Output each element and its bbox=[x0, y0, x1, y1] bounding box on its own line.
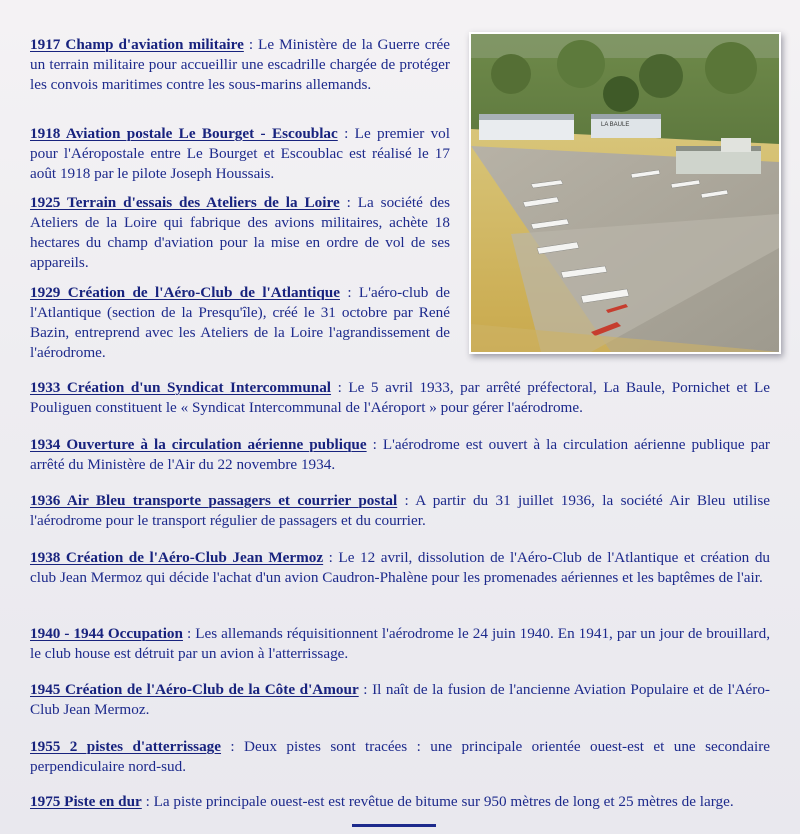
entry-title: 1929 Création de l'Aéro-Club de l'Atlantique bbox=[30, 284, 340, 301]
entry-text: : Le Ministère de la Guerre crée un terrain militaire pour accueillir une escadrille chargée de protéger les convois maritimes contre les sous-marins allemands. bbox=[30, 36, 450, 93]
aerodrome-aerial-photo bbox=[469, 32, 781, 354]
entry-1917 bbox=[30, 35, 450, 95]
entry-1975 bbox=[30, 792, 775, 812]
entry-title: 1940 - 1944 Occupation bbox=[30, 625, 183, 642]
entry-title: 1925 Terrain d'essais des Ateliers de la Loire bbox=[30, 194, 340, 211]
entry-text: : Les allemands réquisitionnent l'aérodrome le 24 juin 1940. En 1941, par un jour de brouillard, le club house est détruit par un avion à l'atterrissage. bbox=[30, 625, 770, 662]
entry-text: : La société des Ateliers de la Loire qui fabrique des avions militaires, achète 18 hectares du champ d'aviation pour la mise en ordre de vol de ses appareils. bbox=[30, 194, 450, 271]
entry-1925 bbox=[30, 193, 450, 273]
entry-title: 1938 Création de l'Aéro-Club Jean Mermoz bbox=[30, 549, 324, 566]
entry-1945 bbox=[30, 680, 770, 720]
entry-1929 bbox=[30, 283, 450, 363]
entry-text: : Deux pistes sont tracées : une principale orientée ouest-est et une secondaire perpendiculaire nord-sud. bbox=[30, 738, 770, 775]
entry-title: 1917 Champ d'aviation militaire bbox=[30, 36, 244, 53]
entry-text: : Le 12 avril, dissolution de l'Aéro-Club de l'Atlantique et création du club Jean Mermoz qui décide l'achat d'un avion Caudron-Phalène pour les promenades aériennes et les baptêmes de l'air. bbox=[30, 549, 771, 586]
entry-title: 1975 Piste en dur bbox=[30, 793, 142, 810]
entry-text: : Il naît de la fusion de l'ancienne Aviation Populaire et de l'Aéro-Club Jean Mermoz. bbox=[30, 681, 770, 718]
entry-1940-1944 bbox=[30, 624, 770, 664]
entry-title: 1936 Air Bleu transporte passagers et courrier postal bbox=[30, 492, 398, 509]
entry-text: : La piste principale ouest-est est revêtue de bitume sur 950 mètres de long et 25 mètres de large. bbox=[141, 793, 734, 810]
entry-1918 bbox=[30, 124, 450, 184]
entry-text: : L'aérodrome est ouvert à la circulation aérienne publique par arrêté du Ministère de l'Air du 22 novembre 1934. bbox=[30, 436, 770, 473]
entry-title: 1934 Ouverture à la circulation aérienne publique bbox=[30, 436, 367, 453]
entry-text: : Le 5 avril 1933, par arrêté préfectoral, La Baule, Pornichet et Le Pouliguen constituent le « Syndicat Intercommunal de l'Aéroport » pour gérer l'aérodrome. bbox=[30, 379, 770, 416]
entry-text: : L'aéro-club de l'Atlantique (section de la Presqu'île), créé le 31 octobre par René Bazin, entreprend avec les Ateliers de la Loire l'agrandissement de l'aérodrome. bbox=[30, 284, 450, 361]
entry-1938 bbox=[30, 548, 770, 588]
entry-1933 bbox=[30, 378, 770, 418]
entry-1936 bbox=[30, 491, 770, 531]
entry-1955 bbox=[30, 737, 770, 777]
entry-title: 1955 2 pistes d'atterrissage bbox=[30, 738, 222, 755]
entry-title: 1933 Création d'un Syndicat Intercommunal bbox=[30, 379, 332, 396]
entry-text: : A partir du 31 juillet 1936, la société Air Bleu utilise l'aérodrome pour le transport régulier de passagers et du courrier. bbox=[30, 492, 770, 529]
footer-divider bbox=[352, 824, 436, 827]
entry-title: 1945 Création de l'Aéro-Club de la Côte d'Amour bbox=[30, 681, 359, 698]
entry-title: 1918 Aviation postale Le Bourget - Escoublac bbox=[30, 125, 338, 142]
entry-text: : Le premier vol pour l'Aéropostale entre Le Bourget et Escoublac est réalisé le 17 août 1918 par le pilote Joseph Houssais. bbox=[30, 125, 450, 182]
entry-1934 bbox=[30, 435, 770, 475]
hangar-sign: LA BAULE bbox=[601, 122, 630, 128]
